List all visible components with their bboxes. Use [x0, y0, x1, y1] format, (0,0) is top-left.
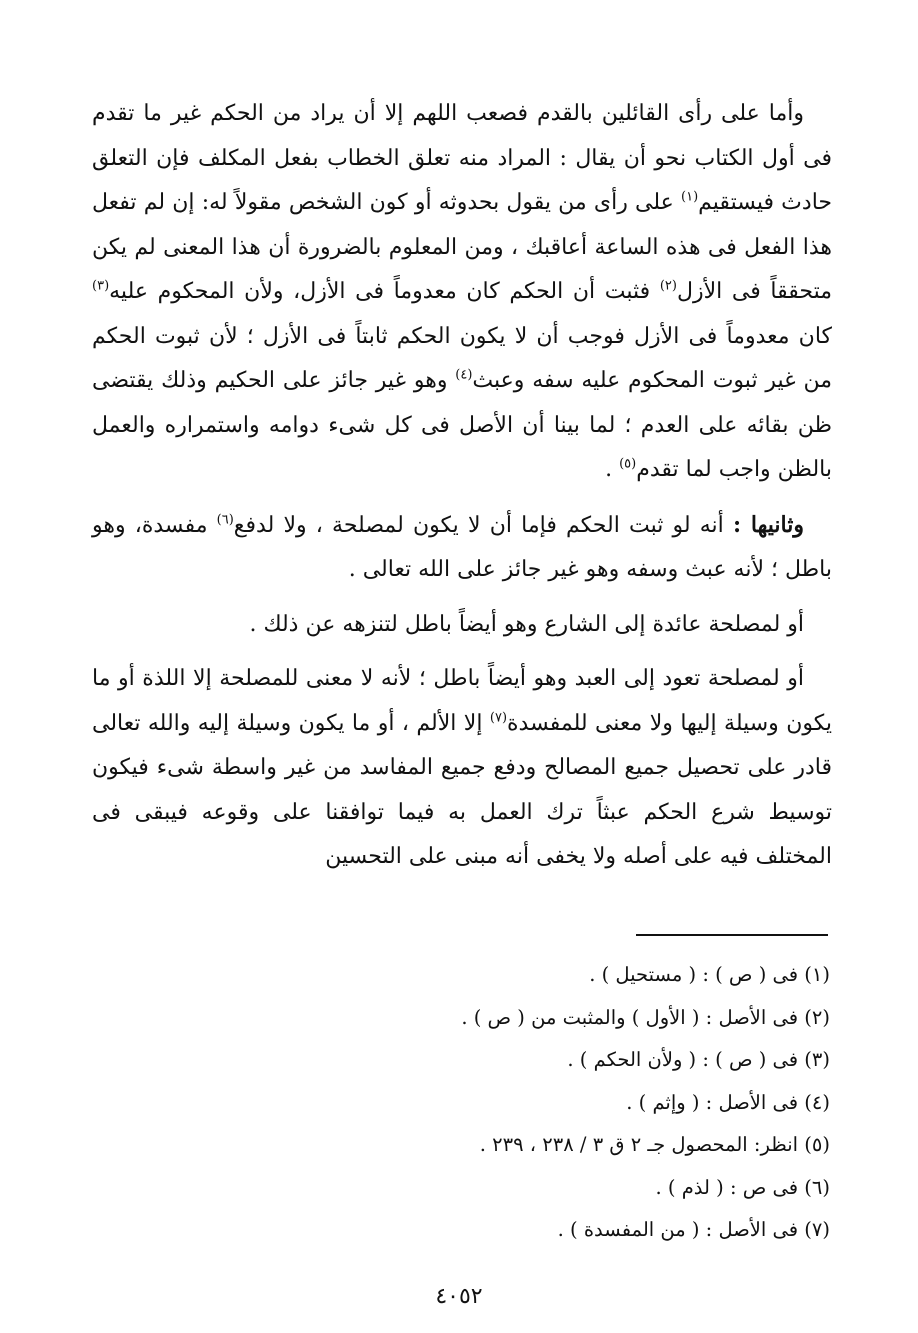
footnote-item: (٤) فى الأصل : ( وإثم ) .: [626, 1090, 830, 1114]
text-segment: كان معدوماً فى الأزل فوجب أن لا يكون الحكم ثابتاً فى الأزل ؛ لأن ثبوت الحكم من غير ثبوت المحكوم عليه سفه وعبث: [92, 323, 832, 393]
footnote-ref[interactable]: (١): [681, 189, 699, 205]
footnote-ref[interactable]: (٢): [659, 278, 677, 294]
text-segment: مفسدة، وهو باطل ؛ لأنه عبث وسفه وهو غير جائز على الله تعالى .: [92, 512, 832, 582]
text-segment: أو لمصلحة تعود إلى العبد وهو أيضاً باطل ؛ لأنه لا معنى للمصلحة إلا اللذة أو ما يكون وسيلة إليها ولا معنى للمفسدة: [92, 666, 832, 736]
paragraph-3: [92, 603, 832, 648]
paragraph-2: [92, 503, 832, 593]
footnote-ref[interactable]: (٤): [455, 367, 473, 383]
paragraph-lead: وثانيها :: [732, 511, 804, 538]
text-segment: على رأى من يقول بحدوثه أو كون الشخص مقولاً له: إن لم تفعل هذا الفعل فى هذه الساعة أعاقبك ، ومن المعلوم بالضرورة أن هذا المعنى لم يكن متحققاً فى الأزل: [92, 190, 832, 304]
footnote-ref[interactable]: (٦): [216, 512, 234, 528]
footnote-item: (١) فى ( ص ) : ( مستحيل ) .: [589, 963, 830, 986]
paragraph-4: [92, 657, 832, 880]
text-segment: إلا الألم ، أو ما يكون وسيلة إليه والله تعالى قادر على تحصيل جميع المصالح ودفع جميع المفاسد من غير واسطة شىء فيكون توسيط شرع الحكم عبثاً ترك العمل به فيما توافقنا على وقوعه فيبقى فى المختلف فيه على أصله ولا يخفى أنه مبنى على التحسين: [92, 710, 832, 869]
footnote-item: (٧) فى الأصل : ( من المفسدة ) .: [557, 1218, 830, 1241]
footnote-separator: [636, 934, 828, 936]
paragraph-1: [92, 92, 832, 493]
footnotes-list: [90, 954, 830, 1252]
footnote-item: (٥) انظر: المحصول جـ ٢ ق ٣ / ٢٣٨ ، ٢٣٩ .: [479, 1133, 830, 1156]
page-number: ٤٠٥٢: [435, 1284, 483, 1309]
text-segment: فثبت أن الحكم كان معدوماً فى الأزل، ولأن المحكوم عليه: [109, 279, 660, 304]
text-segment: وهو غير جائز على الحكيم وذلك يقتضى ظن بقائه على العدم ؛ لما بينا أن الأصل فى كل شىء دوامه واستمراره والعمل بالظن واجب لما تقدم: [92, 368, 832, 482]
text-segment: وأما على رأى القائلين بالقدم فصعب اللهم إلا أن يراد من الحكم غير ما تقدم فى أول الكتاب نحو أن يقال : المراد منه تعلق الخطاب بفعل المكلف فإن التعلق حادث فيستقيم: [92, 101, 832, 215]
footnote-ref[interactable]: (٧): [489, 710, 508, 726]
footnote-item: (٦) فى ص : ( لذم ) .: [655, 1175, 830, 1199]
text-segment: أو لمصلحة عائدة إلى الشارع وهو أيضاً باطل لتنزهه عن ذلك .: [249, 611, 804, 637]
footnote-ref[interactable]: (٥): [619, 456, 637, 472]
footnote-ref[interactable]: (٣): [92, 278, 110, 294]
text-segment: .: [605, 457, 620, 482]
footnote-item: (٢) فى الأصل : ( الأول ) والمثبت من ( ص ) .: [461, 1005, 830, 1029]
text-segment: أنه لو ثبت الحكم فإما أن لا يكون لمصلحة ، ولا لدفع: [233, 512, 733, 538]
main-text: [92, 92, 832, 880]
footnote-item: (٣) فى ( ص ) : ( ولأن الحكم ) .: [567, 1048, 830, 1071]
